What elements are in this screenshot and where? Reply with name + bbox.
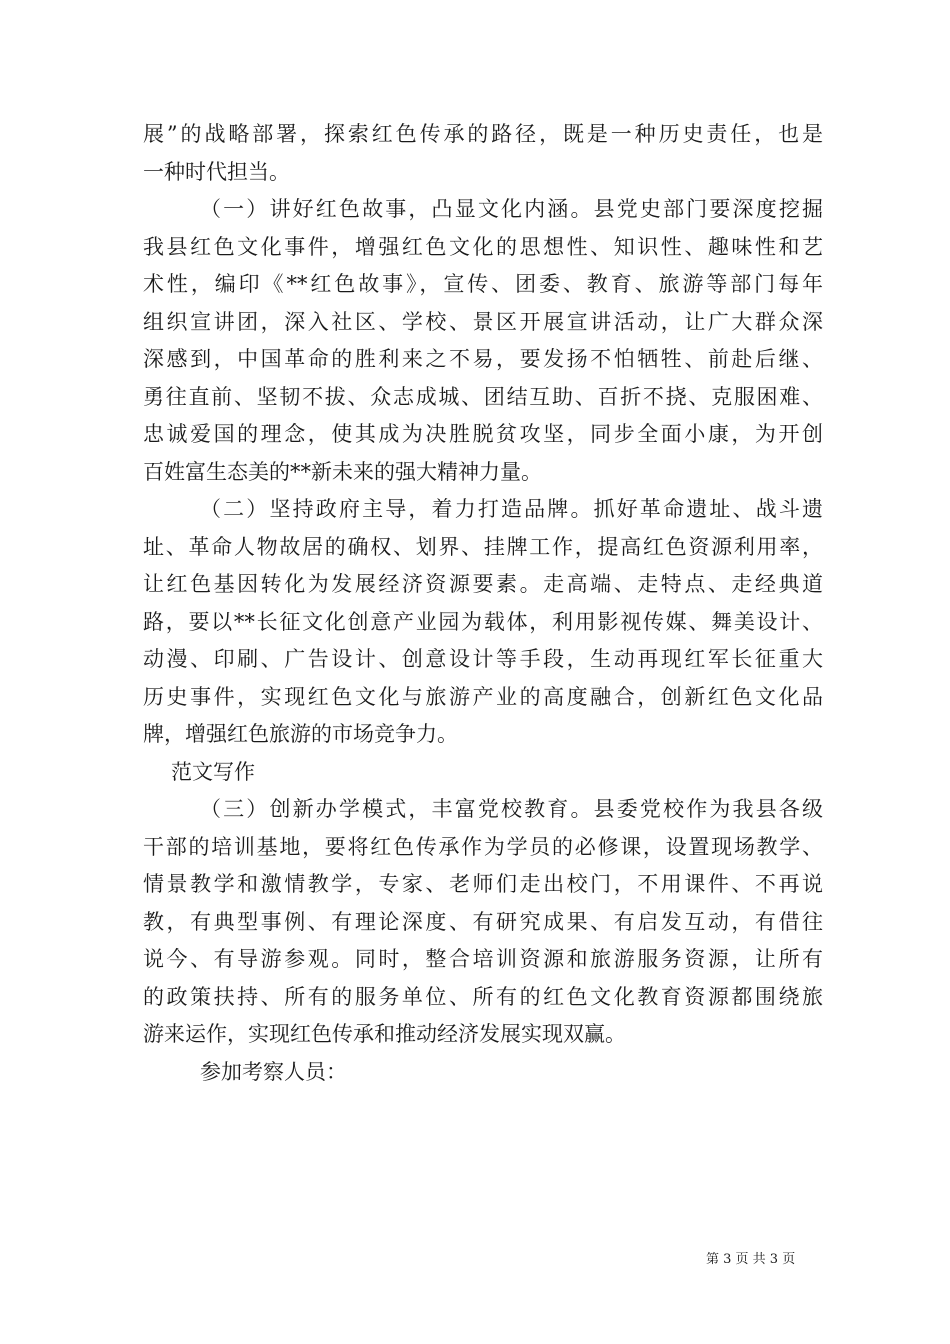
- text-line: 动漫、印刷、广告设计、创意设计等手段，生动再现红军长征重大: [143, 647, 823, 671]
- section-1-paragraph: [143, 191, 823, 491]
- text-line: （三）创新办学模式，丰富党校教育。县委党校作为我县各级: [200, 797, 823, 821]
- text-line: 让红色基因转化为发展经济资源要素。走高端、走特点、走经典道: [143, 572, 823, 596]
- text-line: 忠诚爱国的理念，使其成为决胜脱贫攻坚，同步全面小康，为开创: [143, 422, 823, 446]
- text-line: 牌，增强红色旅游的市场竞争力。: [143, 722, 458, 746]
- text-line: 一种时代担当。: [143, 159, 290, 184]
- text-line: 历史事件，实现红色文化与旅游产业的高度融合，创新红色文化品: [143, 684, 823, 709]
- text-line: 址、革命人物故居的确权、划界、挂牌工作，提高红色资源利用率，: [143, 534, 823, 559]
- text-line: （二）坚持政府主导，着力打造品牌。抓好革命遗址、战斗遗: [200, 497, 823, 521]
- document-body: [143, 116, 823, 1091]
- text-line: 百姓富生态美的**新未来的强大精神力量。: [143, 459, 542, 484]
- section-2-paragraph: [143, 491, 823, 754]
- note-text: 范文写作: [171, 759, 255, 784]
- section-3-paragraph: [143, 791, 823, 1054]
- participants-label: 参加考察人员：: [200, 1059, 347, 1084]
- text-line: 路，要以**长征文化创意产业园为载体，利用影视传媒、舞美设计、: [143, 609, 823, 634]
- text-line: 组织宣讲团，深入社区、学校、景区开展宣讲活动，让广大群众深: [143, 309, 823, 334]
- text-line: 展”的战略部署，探索红色传承的路径，既是一种历史责任，也是: [143, 122, 823, 146]
- text-line: 深感到，中国革命的胜利来之不易，要发扬不怕牺牲、前赴后继、: [143, 347, 823, 371]
- text-line: 情景教学和激情教学，专家、老师们走出校门，不用课件、不再说: [143, 872, 823, 896]
- text-line: （一）讲好红色故事，凸显文化内涵。县党史部门要深度挖掘: [200, 197, 823, 221]
- text-line: 教，有典型事例、有理论深度、有研究成果、有启发互动，有借往: [143, 909, 823, 934]
- text-line: 我县红色文化事件，增强红色文化的思想性、知识性、趣味性和艺: [143, 234, 823, 259]
- text-line: 游来运作，实现红色传承和推动经济发展实现双赢。: [143, 1022, 626, 1046]
- text-line: 干部的培训基地，要将红色传承作为学员的必修课，设置现场教学、: [143, 834, 823, 859]
- intro-paragraph: [143, 116, 823, 191]
- page-number: 第 3 页 共 3 页: [706, 1252, 796, 1267]
- text-line: 说今、有导游参观。同时，整合培训资源和旅游服务资源，让所有: [143, 947, 823, 971]
- text-line: 术性，编印《**红色故事》，宣传、团委、教育、旅游等部门每年: [143, 272, 823, 296]
- text-line: 的政策扶持、所有的服务单位、所有的红色文化教育资源都围绕旅: [143, 984, 823, 1009]
- text-line: 勇往直前、坚韧不拔、众志成城、团结互助、百折不挠、克服困难、: [143, 384, 823, 409]
